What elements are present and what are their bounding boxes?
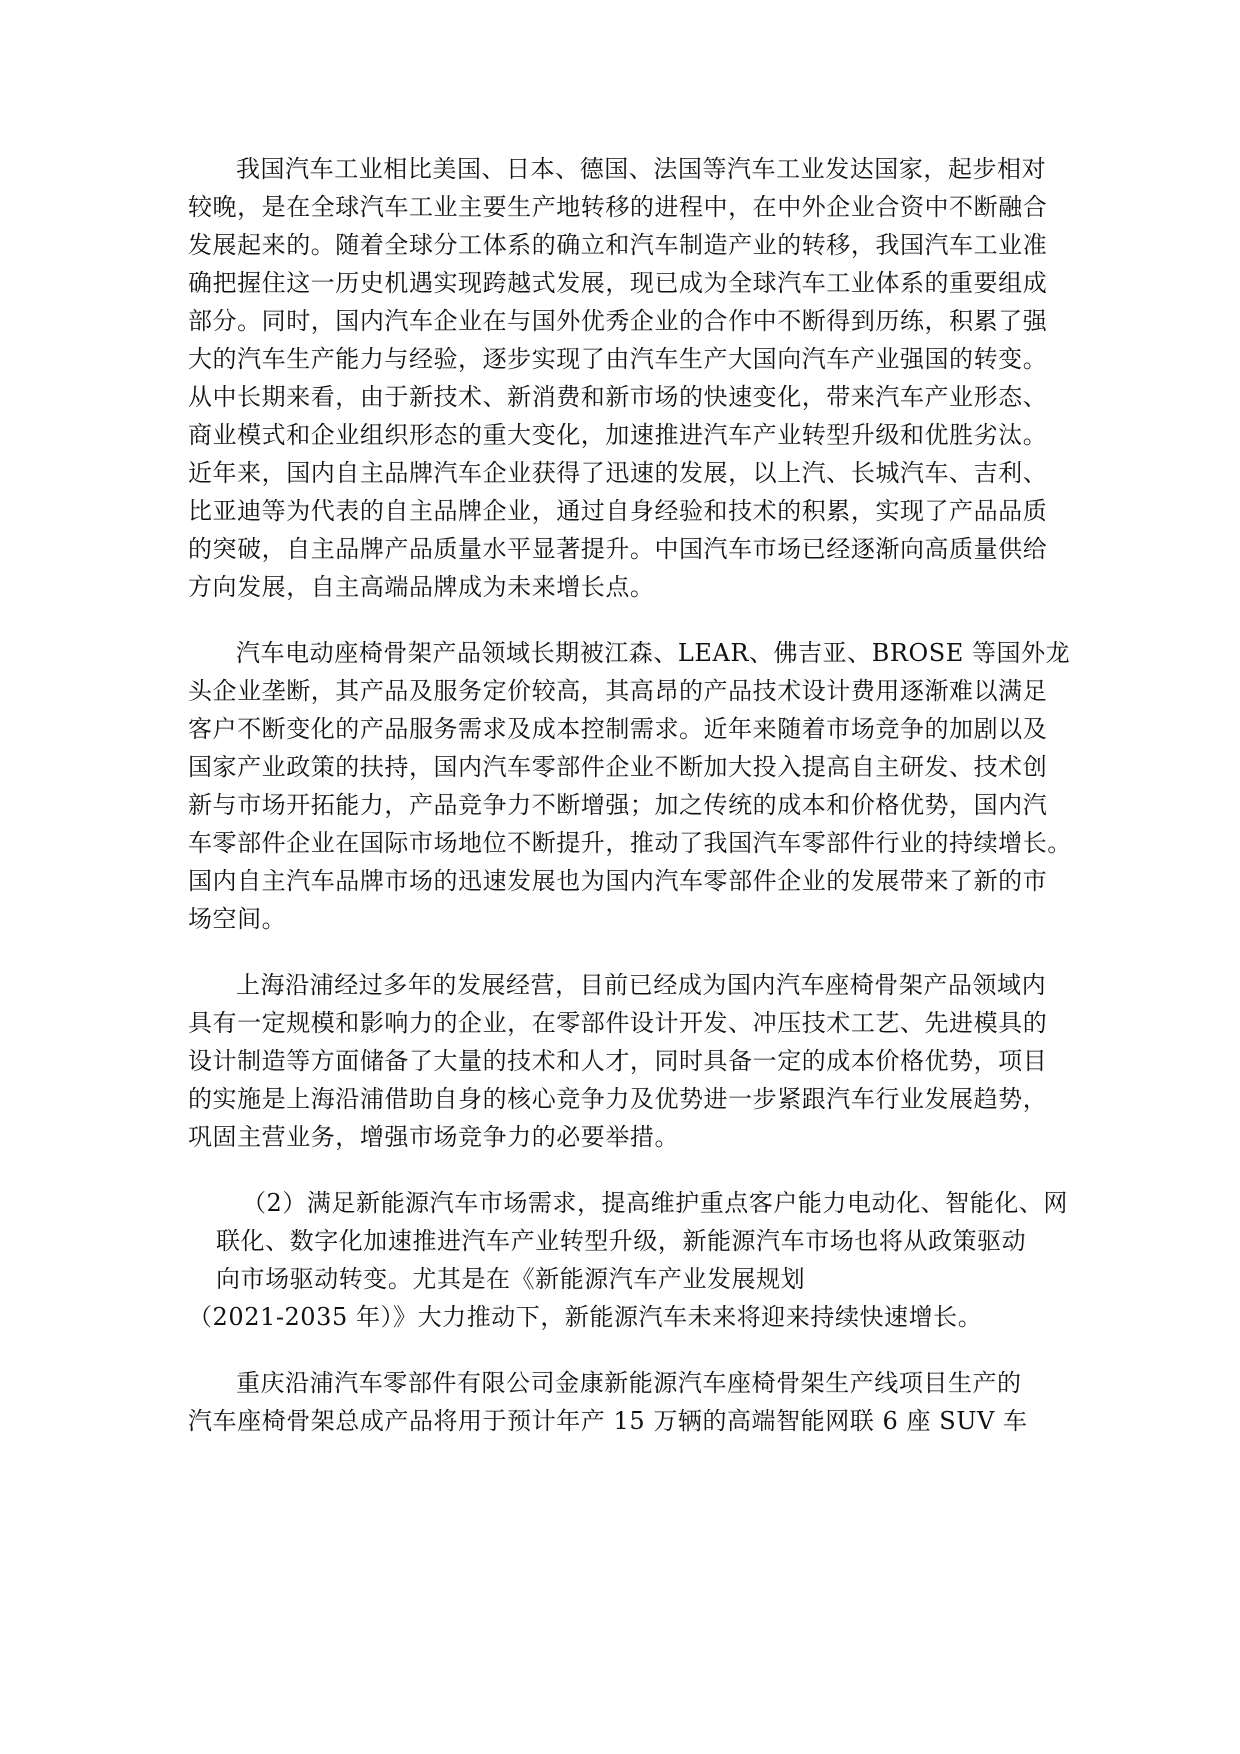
text-line: 我国汽车工业相比美国、日本、德国、法国等汽车工业发达国家，起步相对 <box>236 155 1047 183</box>
paragraph-spacer <box>188 606 1062 634</box>
text-line: 比亚迪等为代表的自主品牌企业，通过自身经验和技术的积累，实现了产品品质 <box>188 497 1048 525</box>
text-line: 商业模式和企业组织形态的重大变化，加速推进汽车产业转型升级和优胜劣汰。 <box>188 421 1048 449</box>
text-line: 确把握住这一历史机遇实现跨越式发展，现已成为全球汽车工业体系的重要组成 <box>188 269 1048 297</box>
text-line: 较晚，是在全球汽车工业主要生产地转移的进程中，在中外企业合资中不断融合 <box>188 193 1048 221</box>
text-line: 汽车座椅骨架总成产品将用于预计年产 15 万辆的高端智能网联 6 座 SUV 车 <box>188 1407 1028 1435</box>
text-line: 大的汽车生产能力与经验，逐步实现了由汽车生产大国向汽车产业强国的转变。 <box>188 345 1048 373</box>
text-line: 发展起来的。随着全球分工体系的确立和汽车制造产业的转移，我国汽车工业准 <box>188 231 1048 259</box>
paragraph-spacer <box>188 938 1062 966</box>
text-line: 部分。同时，国内汽车企业在与国外优秀企业的合作中不断得到历练，积累了强 <box>188 307 1048 335</box>
text-line: 方向发展，自主高端品牌成为未来增长点。 <box>188 573 655 601</box>
text-line: 设计制造等方面储备了大量的技术和人才，同时具备一定的成本价格优势，项目 <box>188 1047 1048 1075</box>
paragraph-industry-background <box>188 150 1062 606</box>
text-line: 国家产业政策的扶持，国内汽车零部件企业不断加大投入提高自主研发、技术创 <box>188 753 1048 781</box>
text-line: 近年来，国内自主品牌汽车企业获得了迅速的发展，以上汽、长城汽车、吉利、 <box>188 459 1048 487</box>
text-line: 的突破，自主品牌产品质量水平显著提升。中国汽车市场已经逐渐向高质量供给 <box>188 535 1048 563</box>
text-line: 上海沿浦经过多年的发展经营，目前已经成为国内汽车座椅骨架产品领域内 <box>236 971 1047 999</box>
text-line: 向市场驱动转变。尤其是在《新能源汽车产业发展规划 <box>216 1265 806 1293</box>
text-line: 客户不断变化的产品服务需求及成本控制需求。近年来随着市场竞争的加剧以及 <box>188 715 1048 743</box>
text-line: 具有一定规模和影响力的企业，在零部件设计开发、冲压技术工艺、先进模具的 <box>188 1009 1048 1037</box>
text-line: 国内自主汽车品牌市场的迅速发展也为国内汽车零部件企业的发展带来了新的市 <box>188 867 1048 895</box>
text-line: （2021-2035 年）》大力推动下，新能源汽车未来将迎来持续快速增长。 <box>188 1303 983 1331</box>
text-line: 车零部件企业在国际市场地位不断提升，推动了我国汽车零部件行业的持续增长。 <box>188 829 1072 857</box>
paragraph-spacer <box>188 1156 1062 1184</box>
paragraph-chongqing-project <box>188 1364 1062 1440</box>
text-line: 头企业垄断，其产品及服务定价较高，其高昂的产品技术设计费用逐渐难以满足 <box>188 677 1048 705</box>
text-line: 联化、数字化加速推进汽车产业转型升级，新能源汽车市场也将从政策驱动 <box>216 1227 1027 1255</box>
text-line: 从中长期来看，由于新技术、新消费和新市场的快速变化，带来汽车产业形态、 <box>188 383 1048 411</box>
text-line: 重庆沿浦汽车零部件有限公司金康新能源汽车座椅骨架生产线项目生产的 <box>236 1369 1022 1397</box>
paragraph-company-position <box>188 966 1062 1156</box>
document-body <box>188 150 1072 1440</box>
text-line: 新与市场开拓能力，产品竞争力不断增强；加之传统的成本和价格优势，国内汽 <box>188 791 1048 819</box>
text-line: 巩固主营业务，增强市场竞争力的必要举措。 <box>188 1123 679 1151</box>
text-line: 的实施是上海沿浦借助自身的核心竞争力及优势进一步紧跟汽车行业发展趋势， <box>188 1085 1048 1113</box>
paragraph-seat-frame-market <box>188 634 1072 938</box>
paragraph-nev-demand <box>188 1184 1068 1336</box>
text-line: （2）满足新能源汽车市场需求，提高维护重点客户能力电动化、智能化、网 <box>242 1189 1068 1217</box>
text-line: 场空间。 <box>188 905 287 933</box>
paragraph-spacer <box>188 1336 1062 1364</box>
text-line: 汽车电动座椅骨架产品领域长期被江森、LEAR、佛吉亚、BROSE 等国外龙 <box>236 639 1071 667</box>
